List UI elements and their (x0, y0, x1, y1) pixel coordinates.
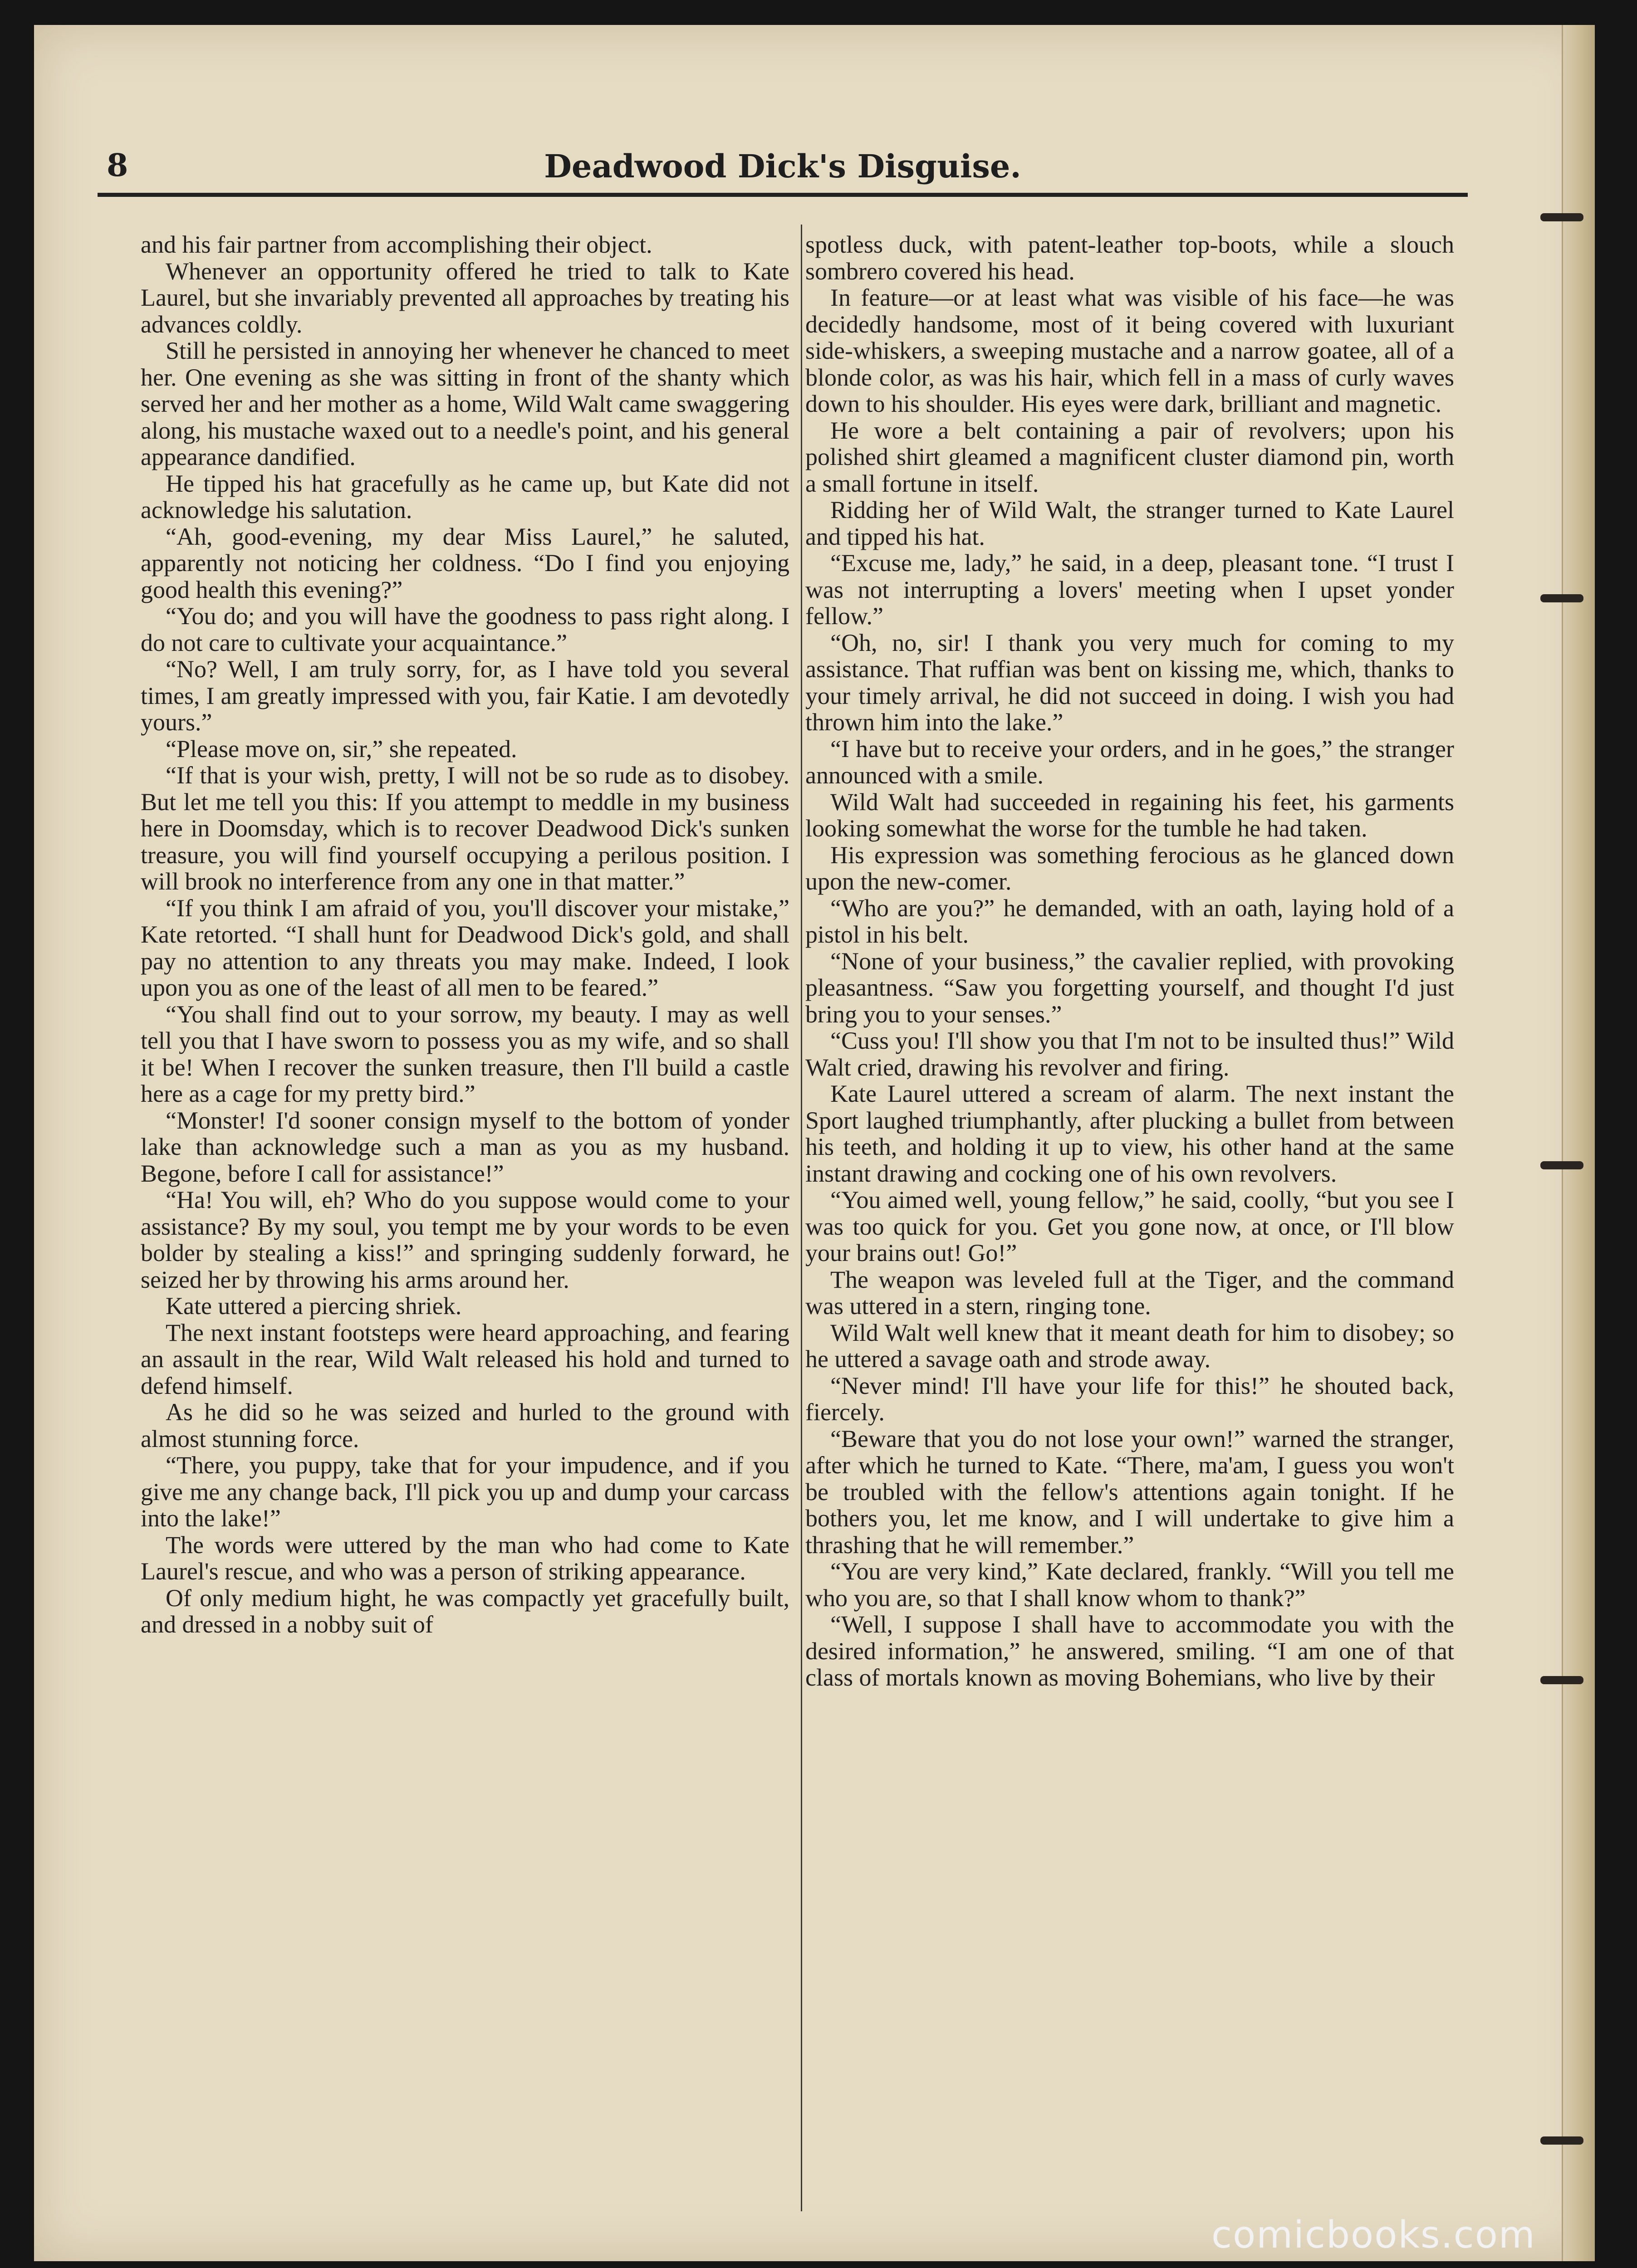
paragraph: “Excuse me, lady,” he said, in a deep, pleasant tone. “I trust I was not interrupting a lovers' meeting when I upset yonder fellow.” (805, 549, 1454, 630)
paragraph: “Please move on, sir,” she repeated. (166, 735, 517, 763)
paragraph: Kate uttered a piercing shriek. (166, 1292, 462, 1320)
paragraph: “Never mind! I'll have your life for this!” he shouted back, fiercely. (805, 1372, 1454, 1426)
paragraph: “Monster! I'd sooner consign myself to the bottom of yonder lake than acknowledge such a man as you as my husband. Begone, before I call for assistance!” (141, 1106, 789, 1187)
paragraph: “You aimed well, young fellow,” he said, coolly, “but you see I was too quick for you. Get you gone now, at once, or I'll blow your brains out! Go!” (805, 1186, 1454, 1266)
staple (1540, 1161, 1583, 1169)
paragraph: The next instant footsteps were heard approaching, and fearing an assault in the rear, Wild Walt released his hold and turned to defend himself. (141, 1319, 789, 1399)
paragraph: Wild Walt had succeeded in regaining his feet, his garments looking somewhat the worse for the tumble he had taken. (805, 788, 1454, 842)
page-spine (1562, 25, 1595, 2261)
staple (1540, 594, 1583, 602)
paragraph: Kate Laurel uttered a scream of alarm. The next instant the Sport laughed triumphantly, after plucking a bullet from between his teeth, and holding it up to view, his other hand at the same instant drawing and cocking one of his own revolvers. (805, 1080, 1454, 1187)
paragraph: As he did so he was seized and hurled to the ground with almost stunning force. (141, 1398, 789, 1452)
paragraph: Ridding her of Wild Walt, the stranger turned to Kate Laurel and tipped his hat. (805, 496, 1454, 550)
paragraph: “You do; and you will have the goodness to pass right along. I do not care to cultivate your acquaintance.” (141, 602, 789, 656)
staple (1540, 213, 1583, 221)
text-column-left (141, 231, 789, 2200)
paragraph: “Who are you?” he demanded, with an oath, laying hold of a pistol in his belt. (805, 894, 1454, 948)
paragraph: The weapon was leveled full at the Tiger, and the command was uttered in a stern, ringing tone. (805, 1266, 1454, 1320)
paragraph: Wild Walt well knew that it meant death for him to disobey; so he uttered a savage oath and strode away. (805, 1319, 1454, 1373)
staple (1540, 2136, 1583, 2145)
paragraph: “No? Well, I am truly sorry, for, as I have told you several times, I am greatly impressed with you, fair Katie. I am devotedly yours.” (141, 655, 789, 736)
paragraph: “I have but to receive your orders, and in he goes,” the stranger announced with a smile. (805, 735, 1454, 789)
paragraph: “You shall find out to your sorrow, my beauty. I may as well tell you that I have sworn to possess you as my wife, and so shall it be! When I recover the sunken treasure, then I'll build a castle here as a cage for my pretty bird.” (141, 1000, 789, 1107)
paragraph: “None of your business,” the cavalier replied, with provoking pleasantness. “Saw you forgetting yourself, and thought I'd just bring you to your senses.” (805, 947, 1454, 1028)
paragraph: “Ah, good-evening, my dear Miss Laurel,” he saluted, apparently not noticing her coldness. “Do I find you enjoying good health this evening?” (141, 523, 789, 603)
paragraph: and his fair partner from accomplishing their object. (141, 231, 652, 258)
column-divider (801, 225, 802, 2211)
watermark: comicbooks.com (1211, 2214, 1536, 2257)
paragraph: His expression was something ferocious as he glanced down upon the new-comer. (805, 841, 1454, 895)
paragraph: Whenever an opportunity offered he tried to talk to Kate Laurel, but she invariably prevented all approaches by treating his advances coldly. (141, 257, 789, 338)
staple (1540, 1676, 1583, 1684)
text-column-right (805, 231, 1454, 2200)
paragraph: Still he persisted in annoying her whenever he chanced to meet her. One evening as she was sitting in front of the shanty which served her and her mother as a home, Wild Walt came swaggering along, his mustache waxed out to a needle's point, and his general appearance dandified. (141, 337, 789, 470)
paragraph: “You are very kind,” Kate declared, frankly. “Will you tell me who you are, so that I shall know whom to thank?” (805, 1558, 1454, 1612)
paragraph: Of only medium hight, he was compactly yet gracefully built, and dressed in a nobby suit of (141, 1584, 789, 1638)
paragraph: “Oh, no, sir! I thank you very much for coming to my assistance. That ruffian was bent on kissing me, which, thanks to your timely arrival, he did not succeed in doing. I wish you had thrown him into the lake.” (805, 629, 1454, 736)
running-title: Deadwood Dick's Disguise. (544, 147, 1021, 185)
page-number: 8 (107, 147, 128, 184)
paragraph: “Well, I suppose I shall have to accommodate you with the desired information,” he answered, smiling. “I am one of that class of mortals known as moving Bohemians, who live by their (805, 1611, 1454, 1691)
paragraph: “Ha! You will, eh? Who do you suppose would come to your assistance? By my soul, you tempt me by your words to be even bolder by stealing a kiss!” and springing suddenly forward, he seized her by throwing his arms around her. (141, 1186, 789, 1293)
paragraph: “If you think I am afraid of you, you'll discover your mistake,” Kate retorted. “I shall hunt for Deadwood Dick's gold, and shall pay no attention to any threats you may make. Indeed, I look upon you as one of the least of all men to be feared.” (141, 894, 789, 1001)
paragraph: “Beware that you do not lose your own!” warned the stranger, after which he turned to Kate. “There, ma'am, I guess you won't be troubled with the fellow's attentions again tonight. If he bothers you, let me know, and I will undertake to give him a thrashing that he will remember.” (805, 1425, 1454, 1559)
paragraph: “If that is your wish, pretty, I will not be so rude as to disobey. But let me tell you this: If you attempt to meddle in my business here in Doomsday, which is to recover Deadwood Dick's sunken treasure, you will find yourself occupying a perilous position. I will brook no interference from any one in that matter.” (141, 762, 789, 895)
paragraph: He wore a belt containing a pair of revolvers; upon his polished shirt gleamed a magnificent cluster diamond pin, worth a small fortune in itself. (805, 416, 1454, 497)
paragraph: In feature—or at least what was visible of his face—he was decidedly handsome, most of it being covered with luxuriant side-whiskers, a sweeping mustache and a narrow goatee, all of a blonde color, as was his hair, which fell in a mass of curly waves down to his shoulder. His eyes were dark, brilliant and magnetic. (805, 284, 1454, 417)
paragraph: “There, you puppy, take that for your impudence, and if you give me any change back, I'll pick you up and dump your carcass into the lake!” (141, 1452, 789, 1532)
paragraph: spotless duck, with patent-leather top-boots, while a slouch sombrero covered his head. (805, 231, 1454, 285)
page-header (98, 125, 1468, 197)
paragraph: He tipped his hat gracefully as he came up, but Kate did not acknowledge his salutation. (141, 469, 789, 523)
paragraph: “Cuss you! I'll show you that I'm not to be insulted thus!” Wild Walt cried, drawing his revolver and firing. (805, 1027, 1454, 1081)
paragraph: The words were uttered by the man who had come to Kate Laurel's rescue, and who was a person of striking appearance. (141, 1531, 789, 1585)
